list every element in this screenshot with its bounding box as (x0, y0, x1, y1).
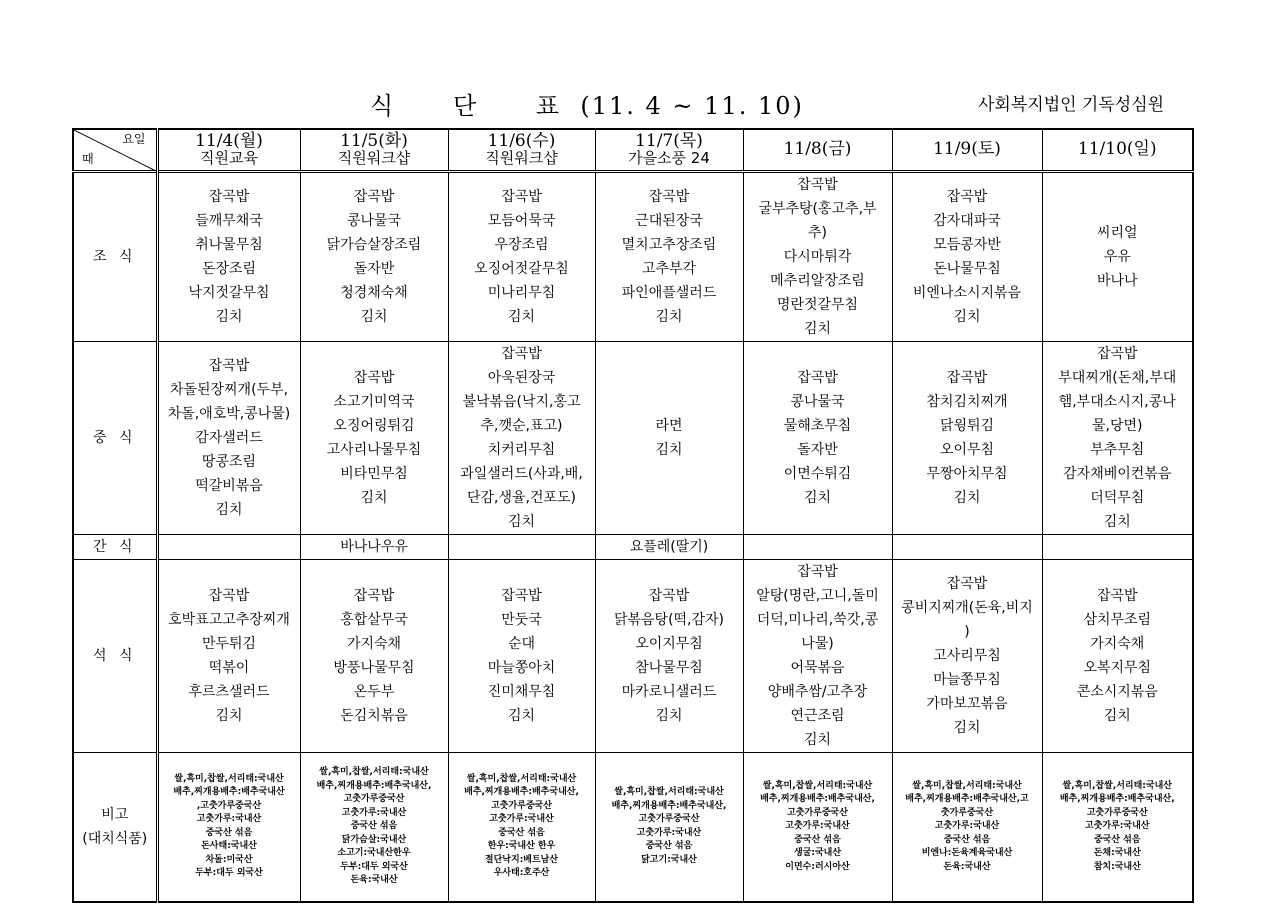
header-row (73, 129, 1193, 171)
origin-note: 참치:국내산 (1093, 861, 1141, 872)
origin-note: 고춧가루:국내산 (934, 821, 1000, 831)
menu-item: 닭볶음탕(떡,감자) (613, 611, 725, 628)
menu-cell (448, 341, 595, 534)
corner-day-label: 요일 (122, 132, 146, 146)
page-title: 식 단 표 (11. 4 ~ 11. 10) (370, 92, 804, 120)
menu-item: 잡곡밥 (648, 587, 690, 604)
menu-item: 순대 (507, 635, 536, 652)
menu-item: 감자샐러드 (195, 429, 263, 446)
menu-item: 모듬어묵국 (487, 212, 556, 229)
menu-item: 콩나물국 (790, 393, 845, 410)
menu-item: 연근조림 (790, 707, 845, 724)
menu-cell (300, 341, 448, 534)
day-header (300, 129, 448, 171)
menu-item: 잡곡밥 (353, 587, 395, 604)
menu-item: 멸치고추장조림 (621, 236, 717, 253)
menu-item: 부대찌개(돈채,부대 (1058, 369, 1177, 386)
menu-item: 단감,생율,건포도) (466, 489, 577, 506)
origin-note: 고춧가루중국산 (787, 807, 848, 818)
meal-label-dinner: 석 식 (73, 559, 157, 752)
origin-note-cell (892, 752, 1042, 902)
menu-item: 김치 (215, 707, 243, 724)
menu-item: 김치 (655, 707, 683, 724)
menu-item: 가지숙채 (1090, 635, 1145, 652)
menu-item: 미나리무침 (487, 284, 556, 301)
origin-note: 쌀,흑미,찹쌀,서리태:국내산 (466, 773, 577, 784)
origin-note: 고춧가루:국내산 (196, 814, 262, 825)
menu-item: 땅콩조림 (201, 453, 257, 470)
menu-item: 잡곡밥 (648, 188, 690, 205)
menu-item: 우유 (1103, 248, 1131, 265)
day-event: 가을소풍 24 (628, 148, 710, 167)
origin-note: 중국산 섞음 (350, 821, 398, 831)
origin-note: 고춧가루:국내산 (1085, 821, 1150, 831)
origin-note: 닭가슴살:국내산 (341, 834, 407, 845)
menu-item: 더덕무침 (1090, 489, 1145, 506)
menu-item: 마늘쫑아치 (487, 659, 556, 676)
menu-item: 메추리알장조림 (770, 272, 865, 289)
origin-note: 중국산 섞음 (794, 834, 841, 845)
menu-item: 낙지젓갈무침 (188, 284, 270, 301)
menu-item: 김치 (803, 489, 832, 506)
menu-item: 잡곡밥 (797, 563, 838, 580)
menu-item: 김치 (507, 707, 536, 724)
corner-cell (73, 129, 157, 171)
notes-label (73, 752, 157, 902)
menu-item: 잡곡밥 (353, 188, 395, 205)
origin-note: 배추,찌개용배추:배추국내산,고 (905, 794, 1029, 804)
menu-item: 감자채베이컨볶음 (1063, 465, 1172, 482)
menu-item: 진미채무침 (487, 683, 556, 700)
menu-cell (743, 171, 892, 341)
menu-item: 아욱된장국 (487, 369, 556, 386)
menu-item: 김치 (1103, 513, 1131, 530)
menu-item: 마늘쫑무침 (933, 671, 1001, 688)
menu-cell (595, 171, 743, 341)
menu-item: 김치 (953, 489, 981, 506)
menu-item: 떡볶이 (208, 659, 250, 676)
menu-item: 바나나 (1096, 272, 1138, 289)
menu-item: 가마보꼬볶음 (926, 695, 1008, 712)
menu-item: 가지숙채 (346, 635, 402, 652)
day-event: 직원워크샵 (485, 148, 558, 167)
day-header (595, 129, 743, 171)
origin-note: 돈육:국내산 (943, 861, 991, 872)
origin-note: 고춧가루:국내산 (785, 821, 850, 831)
origin-note: 중국산 섞음 (943, 834, 991, 845)
menu-item: 돌자반 (797, 441, 838, 458)
menu-table (72, 128, 1194, 903)
menu-item: 나물) (801, 635, 834, 652)
origin-note: 쌀,흑미,찹쌀,서리태:국내산 (762, 780, 873, 791)
origin-note: 쌀,흑미,찹쌀,서리태:국내산 (1062, 780, 1172, 791)
menu-item: 잡곡밥 (946, 369, 988, 386)
origin-note: 고춧가루:국내산 (341, 807, 407, 818)
menu-item: 잡곡밥 (1096, 345, 1138, 362)
menu-item: 콘소시지볶음 (1076, 683, 1158, 700)
menu-item: 불낙볶음(낙지,홍고 (462, 393, 581, 410)
snack-row (73, 534, 1193, 559)
menu-item: 추) (808, 224, 827, 241)
origin-note: 쌀,흑미,찹쌀,서리태:국내산 (614, 787, 724, 798)
menu-item: 다시마튀각 (783, 248, 852, 265)
meal-label-breakfast: 조 식 (73, 171, 157, 341)
origin-note: 중국산 섞음 (1093, 834, 1141, 845)
meal-label-lunch: 중 식 (73, 341, 157, 534)
origin-note: 쌀,흑미,찹쌀,서리태:국내산 (912, 780, 1022, 791)
menu-item: 잡곡밥 (208, 587, 250, 604)
menu-item: 어묵볶음 (790, 659, 845, 676)
menu-item: 굴부추탕(홍고추,부 (758, 200, 877, 217)
menu-item: 홍합살무국 (340, 611, 408, 628)
menu-item: 김치 (507, 308, 536, 325)
origin-note: 이면수:러시아산 (785, 861, 850, 872)
menu-item: 알탕(명란,고니,돌미 (756, 587, 879, 604)
menu-item: 참치김치찌개 (926, 393, 1008, 410)
origin-note-cell (1042, 752, 1193, 902)
origin-note: 돈육:국내산 (350, 875, 398, 885)
menu-cell (595, 559, 743, 752)
origin-note-cell (157, 752, 300, 902)
menu-item: 고사리나물무침 (326, 441, 422, 458)
menu-item: 잡곡밥 (797, 176, 838, 193)
menu-item: 잡곡밥 (946, 575, 988, 592)
origin-note: 배추,찌개용배추:배추국내산, (1059, 794, 1175, 804)
menu-item: 잡곡밥 (501, 345, 542, 362)
menu-item: 오이지무침 (635, 635, 703, 652)
menu-cell (892, 341, 1042, 534)
menu-item: 요플레(딸기) (629, 538, 709, 555)
notes-row (73, 752, 1193, 902)
origin-note: 우사태:호주산 (493, 868, 550, 879)
menu-item: ) (964, 623, 970, 640)
day-header (448, 129, 595, 171)
menu-item: 떡갈비볶음 (195, 477, 263, 494)
menu-item: 온두부 (353, 683, 395, 700)
day-date: 11/4(월) (195, 130, 263, 151)
origin-note: 배추,찌개용배추:배추국내산, (316, 780, 432, 791)
menu-item: 오이무침 (939, 441, 995, 458)
menu-cell (743, 534, 892, 559)
menu-cell (300, 534, 448, 559)
origin-note: 닭고기:국내산 (641, 854, 697, 865)
menu-item: 만둣국 (501, 611, 542, 628)
menu-cell (595, 534, 743, 559)
menu-item: 이면수튀김 (783, 465, 852, 482)
day-event: 직원워크샵 (337, 148, 411, 167)
menu-cell (892, 559, 1042, 752)
menu-item: 모듬콩자반 (933, 236, 1001, 253)
menu-item: 감자대파국 (933, 212, 1001, 229)
menu-item: 치커리무침 (487, 441, 556, 458)
menu-item: 라면 (655, 417, 683, 434)
origin-note: 배추,찌개용배추:배추국내산, (464, 787, 579, 798)
menu-cell (157, 534, 300, 559)
lunch-row (73, 341, 1193, 534)
menu-item: 명란젓갈무침 (776, 296, 859, 313)
menu-cell (300, 559, 448, 752)
origin-note: 배추,찌개용배추:배추국내산, (611, 800, 727, 811)
origin-note: 중국산 섞음 (498, 827, 545, 838)
menu-item: 햄,부대소시지,콩나 (1058, 393, 1176, 410)
menu-item: 소고기미역국 (333, 393, 415, 410)
menu-item: 호박표고고추장찌개 (168, 611, 290, 628)
day-date: 11/7(목) (635, 130, 703, 151)
origin-note: 생굴:국내산 (793, 848, 842, 858)
origin-note: 고춧가루:국내산 (489, 814, 554, 825)
menu-item: 오복지무침 (1083, 659, 1152, 676)
origin-note: 고춧가루중국산 (1086, 807, 1148, 818)
menu-item: 김치 (1103, 707, 1131, 724)
menu-item: 근대된장국 (635, 212, 703, 229)
origin-note: 고춧가루:국내산 (636, 827, 702, 838)
menu-cell (157, 559, 300, 752)
origin-note: 쌀,흑미,찹쌀,서리태:국내산 (319, 767, 429, 777)
menu-item: 양배추쌈/고추장 (767, 683, 868, 700)
menu-item: 오징어젓갈무침 (474, 260, 569, 277)
menu-cell (157, 171, 300, 341)
origin-note: 두부:대두 외국산 (195, 868, 263, 879)
menu-item: 물해초무침 (783, 417, 852, 434)
menu-item: 닭윙튀김 (939, 417, 995, 434)
origin-note: 고춧가루중국산 (638, 814, 700, 825)
menu-item: 김치 (507, 513, 536, 530)
corner-meal-label: 때 (82, 151, 94, 166)
menu-cell (300, 171, 448, 341)
menu-item: 김치 (953, 308, 981, 325)
menu-item: 비타민무침 (340, 465, 408, 482)
menu-item: 과일샐러드(사과,배, (460, 465, 583, 482)
day-event: 직원교육 (200, 148, 258, 167)
menu-cell (1042, 559, 1193, 752)
menu-cell (1042, 341, 1193, 534)
menu-item: 김치 (360, 308, 388, 325)
origin-note: 중국산 섞음 (645, 841, 693, 852)
menu-item: 김치 (803, 320, 832, 337)
menu-item: 김치 (803, 731, 832, 748)
origin-note: ,고춧가루중국산 (196, 800, 262, 811)
menu-item: 돈김치볶음 (340, 707, 408, 724)
menu-item: 참나물무침 (635, 659, 703, 676)
menu-item: 마카로니샐러드 (621, 683, 717, 700)
menu-item: 취나물무침 (195, 236, 263, 253)
menu-item: 김치 (215, 308, 243, 325)
day-date: 11/10(일) (1077, 139, 1157, 160)
origin-note-cell (448, 752, 595, 902)
menu-item: 물,당면) (1092, 417, 1143, 434)
origin-note: 절단낙지:베트남산 (484, 854, 559, 865)
origin-note: 한우:국내산 한우 (487, 841, 556, 852)
menu-item: 씨리얼 (1096, 224, 1138, 241)
day-date: 11/5(화) (340, 130, 408, 151)
origin-note: 배추,찌개용배추:배추국내산, (760, 794, 875, 804)
menu-item: 콩비지찌개(돈육,비지 (901, 599, 1033, 616)
menu-item: 오징어링튀김 (333, 417, 415, 434)
menu-item: 삼치무조림 (1083, 611, 1152, 628)
menu-item: 차돌된장찌개(두부, (169, 381, 289, 398)
day-date: 11/8(금) (783, 139, 852, 160)
notes-label-line1: 비고 (101, 806, 129, 823)
menu-item: 무짱아치무침 (926, 465, 1008, 482)
origin-note-cell (743, 752, 892, 902)
menu-item: 잡곡밥 (1096, 587, 1138, 604)
origin-note: 차돌:미국산 (205, 854, 253, 865)
origin-note: 쌀,흑미,찹쌀,서리태:국내산 (174, 773, 284, 784)
menu-item: 후르츠샐러드 (188, 683, 270, 700)
menu-item: 김치 (360, 489, 388, 506)
menu-cell (448, 559, 595, 752)
meal-label-snack: 간 식 (73, 534, 157, 559)
menu-item: 잡곡밥 (501, 188, 542, 205)
menu-item: 김치 (215, 501, 243, 518)
menu-cell (157, 341, 300, 534)
menu-item: 잡곡밥 (797, 369, 838, 386)
menu-item: 고사리무침 (933, 647, 1001, 664)
day-date: 11/6(수) (487, 130, 556, 151)
menu-cell (448, 534, 595, 559)
menu-item: 파인애플샐러드 (621, 284, 717, 301)
menu-item: 방풍나물무침 (333, 659, 415, 676)
origin-note: 두부:대두 외국산 (340, 861, 408, 872)
menu-item: 우장조림 (494, 236, 549, 253)
menu-cell (743, 341, 892, 534)
menu-cell (1042, 534, 1193, 559)
breakfast-row (73, 171, 1193, 341)
menu-item: 돈나물무침 (933, 260, 1001, 277)
menu-cell (448, 171, 595, 341)
menu-item: 돌자반 (353, 260, 395, 277)
menu-item: 닭가슴살장조림 (326, 236, 422, 253)
dinner-row (73, 559, 1193, 752)
menu-item: 부추무침 (1090, 441, 1145, 458)
origin-note: 비엔나:돈육계육국내산 (921, 848, 1013, 858)
day-header (743, 129, 892, 171)
menu-item: 청경채숙채 (340, 284, 408, 301)
menu-item: 김치 (655, 441, 683, 458)
menu-item: 잡곡밥 (208, 357, 250, 374)
origin-note: 돈사태:국내산 (201, 841, 257, 852)
day-header (1042, 129, 1193, 171)
menu-item: 고추부각 (641, 260, 697, 277)
origin-note: 고춧가루중국산 (491, 800, 552, 811)
menu-item: 비엔나소시지볶음 (912, 284, 1022, 301)
menu-item: 잡곡밥 (946, 188, 988, 205)
menu-item: 더덕,미나리,쑥갓,콩 (756, 611, 879, 628)
menu-item: 잡곡밥 (501, 587, 542, 604)
menu-item: 돈장조림 (201, 260, 257, 277)
origin-note: 돈채:국내산 (1093, 848, 1141, 858)
origin-note: 중국산 섞음 (205, 827, 253, 838)
menu-cell (892, 534, 1042, 559)
menu-cell (743, 559, 892, 752)
menu-item: 들깨무채국 (195, 212, 263, 229)
origin-note: 고춧가루중국산 (343, 794, 405, 804)
menu-cell (595, 341, 743, 534)
day-date: 11/9(토) (933, 139, 1001, 160)
origin-note: 소고기:국내산한우 (337, 848, 411, 858)
menu-item: 콩나물국 (346, 212, 402, 229)
menu-item: 잡곡밥 (208, 188, 250, 205)
origin-note: 춧가루중국산 (940, 807, 994, 818)
menu-cell (892, 171, 1042, 341)
menu-item: 김치 (953, 719, 981, 736)
menu-item: 추,깻순,표고) (480, 417, 563, 434)
menu-item: 바나나우유 (340, 538, 408, 555)
organization-name: 사회복지법인 기독성심원 (978, 95, 1165, 115)
notes-label-line2: (대치식품) (82, 830, 148, 847)
origin-note: 배추,찌개용배추:배추국내산 (173, 787, 285, 798)
origin-note-cell (300, 752, 448, 902)
menu-item: 만두튀김 (201, 635, 257, 652)
menu-item: 김치 (655, 308, 683, 325)
menu-item: 잡곡밥 (353, 369, 395, 386)
menu-cell (1042, 171, 1193, 341)
origin-note-cell (595, 752, 743, 902)
day-header (157, 129, 300, 171)
menu-item: 차돌,애호박,콩나물) (167, 405, 291, 422)
day-header (892, 129, 1042, 171)
